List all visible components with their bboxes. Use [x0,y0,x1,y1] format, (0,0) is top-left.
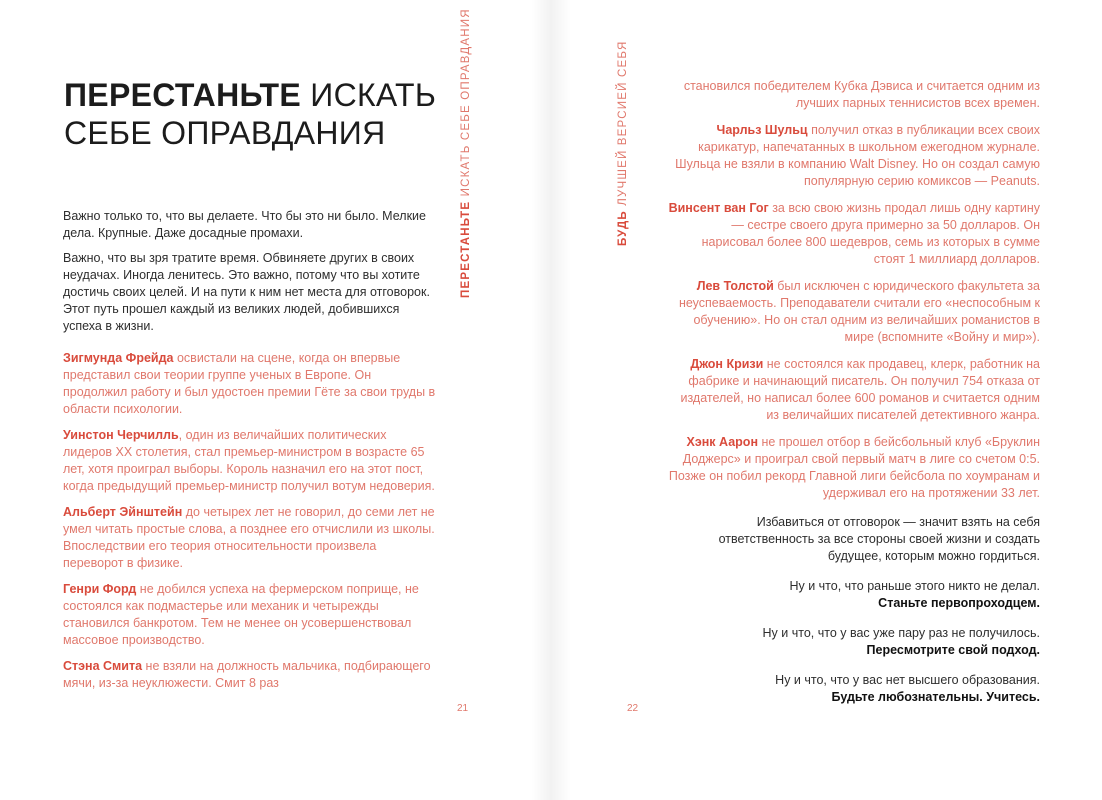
example-continuation: становился победителем Кубка Дэвиса и считается одним из лучших парных теннисистов всех времен. [683,79,1040,110]
example-entry [63,427,438,495]
example-text: до четырех лет не говорил, до семи лет не умел читать простые слова, а позднее его отчислили из школы. Впоследствии его теория относительности произвела переворот в физике. [63,505,435,570]
example-text: за всю свою жизнь продал лишь одну картину — сестре своего друга примерно за 50 долларов. Он нарисовал более 800 шедевров, семь из которых в сумме стоят 1 миллиард долларов. [701,201,1040,266]
book-gutter [531,0,571,800]
example-text: не взяли на должность мальчика, подбирающего мячи, из-за неуклюжести. Смит 8 раз [63,659,431,690]
example-text: не прошел отбор в бейсбольный клуб «Бруклин Доджерс» и проиграл свой первый матч в лиге со счетом 0:5. Позже он побил рекорд Главной лиги бейсбола по хоумранам и удерживал его на протяжении 33 лет. [668,435,1040,500]
example-text: получил отказ в публикации всех своих карикатур, напечатанных в школьном ежегодном журнале. Шульца не взяли в компанию Walt Disney. Но он создал самую популярную серию комиксов — Peanuts. [675,123,1040,188]
chapter-title-bold: ПЕРЕСТАНЬТЕ [64,77,302,113]
example-name: Альберт Эйнштейн [63,505,183,519]
example-name: Джон Кризи [690,357,764,371]
example-entry [63,350,438,418]
example-name: Чарльз Шульц [716,123,808,137]
examples-list-right [668,78,1040,512]
example-text: освистали на сцене, когда он впервые представил свои теории группе ученых в Европе. Он продолжил работу и был удостоен премии Гёте за свои труды в области психологии. [63,351,436,416]
closing-line: Ну и что, что у вас нет высшего образования. [775,673,1040,687]
closing-call-to-action: Будьте любознательны. Учитесь. [831,690,1040,704]
example-entry [668,200,1040,268]
chapter-title-line-2: СЕБЕ ОПРАВДАНИЯ [64,115,386,151]
example-entry [63,581,438,649]
example-name: Лев Толстой [696,279,774,293]
intro-paragraph: Важно только то, что вы делаете. Что бы это ни было. Мелкие дела. Крупные. Даже досадные промахи. [63,209,426,240]
closing-line: Ну и что, что у вас уже пару раз не получилось. [762,626,1040,640]
page-number-left: 21 [457,703,469,714]
intro-text [63,208,438,343]
running-head-text: ИСКАТЬ СЕБЕ ОПРАВДАНИЯ [460,8,472,197]
example-entry [668,278,1040,346]
running-head-left [460,8,472,298]
page-number-right: 22 [627,703,639,714]
running-head-right [617,41,629,247]
example-text: не состоялся как продавец, клерк, работник на фабрике и начинающий писатель. Он получил 754 отказа от издателей, но написал более 600 романов и считается одним из величайших писателей детективного жанра. [680,357,1040,422]
example-text: , один из величайших политических лидеров XX столетия, стал премьер-министром в возрасте 65 лет, хотя проиграл выборы. Король назначил его на этот пост, когда предыдущий премьер-министр получил вотум недоверия. [63,428,435,493]
example-name: Уинстон Черчилль [63,428,179,442]
closing-lead: Избавиться от отговорок — значит взять на себя ответственность за все стороны своей жизни и создать будущее, которым можно гордиться. [718,515,1040,563]
running-head-bold: ПЕРЕСТАНЬТЕ [460,200,472,298]
closing-line: Ну и что, что раньше этого никто не делал. [789,579,1040,593]
example-entry [63,504,438,572]
example-entry [668,434,1040,502]
running-head-bold: БУДЬ [617,210,629,246]
example-entry [63,658,438,692]
example-text: был исключен с юридического факультета за неуспеваемость. Преподаватели считали его «неспособным к обучению». Но он стал одним из величайших романистов в мире (вспомните «Войну и мир»). [678,279,1040,344]
example-name: Винсент ван Гог [668,201,769,215]
example-name: Хэнк Аарон [686,435,758,449]
closing-section [700,514,1040,719]
closing-call-to-action: Станьте первопроходцем. [878,596,1040,610]
closing-call-to-action: Пересмотрите свой подход. [866,643,1040,657]
closing-pair [700,672,1040,706]
example-entry [668,356,1040,424]
intro-paragraph: Важно, что вы зря тратите время. Обвиняете других в своих неудачах. Иногда ленитесь. Это важно, потому что вы хотите достичь своих целей. И на пути к ним нет места для отговорок. Этот путь прошел каждый из великих людей, добившихся успеха в жизни. [63,251,430,333]
example-name: Зигмунда Фрейда [63,351,174,365]
closing-pair [700,578,1040,612]
chapter-title [64,76,436,152]
chapter-title-rest: ИСКАТЬ [310,77,437,113]
example-text: не добился успеха на фермерском поприще, не состоялся как подмастерье или механик и четырежды становился банкротом. Тем не менее он усовершенствовал массовое производство. [63,582,419,647]
example-name: Стэна Смита [63,659,143,673]
example-name: Генри Форд [63,582,137,596]
examples-list-left [63,350,438,701]
example-entry [668,122,1040,190]
closing-pair [700,625,1040,659]
running-head-text: ЛУЧШЕЙ ВЕРСИЕЙ СЕБЯ [617,40,629,206]
